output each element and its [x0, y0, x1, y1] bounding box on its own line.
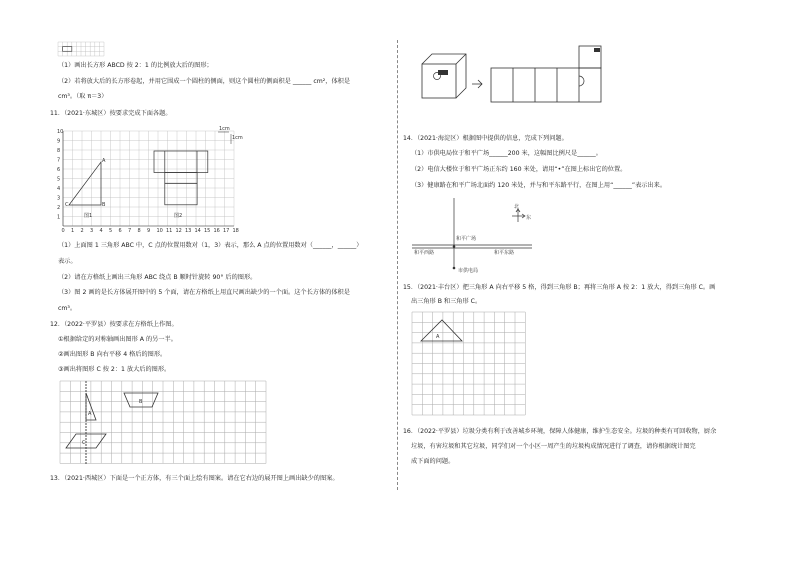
x-tick-label: 12 [175, 228, 182, 234]
y-tick-label: 6 [57, 167, 61, 173]
y-tick-label: 4 [57, 186, 61, 192]
x-tick-label: 3 [90, 228, 94, 234]
triangle-abc [69, 162, 101, 205]
q15-title: 15．（2021·丰台区）把三角形 A 向右平移 5 格，得到三角形 B；再将三角形 A 按 2：1 放大，得到三角形 C。画 [403, 284, 716, 291]
x-tick-label: 6 [118, 228, 122, 234]
point-c-label: C [65, 202, 69, 208]
map-east-road: 和平东路 [494, 250, 515, 256]
q12-title: 12．（2022·平罗县）按要求在方格纸上作图。 [50, 321, 178, 328]
x-tick-label: 9 [147, 228, 151, 234]
q11-part2: （2）请在方格纸上画出三角形 ABC 绕点 B 顺时针旋转 90° 后的图形。 [58, 274, 257, 281]
x-tick-label: 13 [185, 228, 192, 234]
x-tick-label: 0 [61, 228, 65, 234]
unit-label-top: 1cm [219, 126, 230, 132]
q14-map [408, 196, 558, 278]
q16-cont1: 垃圾，有害垃圾和其它垃圾，同学们对一个小区一周产生的垃圾构成情况进行了调查，请你根据统计图完 [411, 443, 696, 450]
fig1-label: 图1 [84, 213, 93, 219]
q14-part3: （3）健康路在和平广场北面约 120 米处，并与和平东路平行，在图上用“______”表示出来。 [411, 182, 667, 189]
q12-drawing-grid [60, 381, 266, 464]
shape-c-label: C [82, 440, 86, 446]
x-tick-label: 2 [80, 228, 84, 234]
y-tick-label: 7 [57, 157, 61, 164]
y-tick-label: 5 [57, 176, 61, 183]
x-tick-label: 15 [204, 228, 211, 234]
y-tick-label: 10 [57, 129, 64, 135]
x-tick-label: 16 [213, 228, 220, 234]
y-tick-label: 2 [57, 205, 61, 211]
q12-item1: ①根据给定的对称轴画出图形 A 的另一半。 [58, 336, 177, 343]
q11-part1: （1）上面图 1 三角形 ABC 中，C 点的位置用数对（1，3）表示，那么 A 点的位置用数对（______，______） [58, 242, 363, 249]
x-tick-label: 18 [232, 228, 239, 234]
fig2-label: 图2 [174, 213, 183, 219]
x-tick-label: 5 [109, 228, 113, 234]
q10-part2: （2）若将放大后的长方形卷起，并用它围成一个圆柱的侧面，则这个圆柱的侧面积是 ______ cm²，体积是 [58, 78, 351, 85]
q11-part3-cont: cm³。 [58, 305, 77, 312]
q11-title: 11．（2021·东城区）按要求完成下面各题。 [50, 110, 172, 117]
q14-title: 14．（2021·海淀区）根据图中提供的信息，完成下列问题。 [403, 135, 568, 142]
x-tick-label: 1 [71, 228, 75, 234]
q14-part1: （1）市供电局位于和平广场______200 米，这幅图比例尺是______。 [411, 150, 602, 157]
map-power-bureau: 市供电局 [458, 268, 479, 274]
y-tick-label: 1 [57, 214, 61, 221]
triangle-a-label: A [436, 334, 440, 340]
x-tick-label: 17 [223, 228, 230, 234]
q16-cont2: 成下面的问题。 [411, 458, 455, 465]
q15-grid [412, 312, 525, 416]
y-tick-label: 8 [57, 148, 61, 154]
y-tick-label: 9 [57, 138, 61, 145]
small-grid-figure [58, 42, 104, 56]
x-tick-label: 14 [194, 228, 201, 234]
map-north: 北 [514, 204, 520, 210]
cuboid-net [154, 151, 208, 205]
x-tick-label: 7 [128, 228, 132, 234]
x-tick-label: 10 [156, 228, 163, 234]
q11-part3: （3）图 2 画的是长方体展开图中的 5 个面，请在方格纸上用直尺画出缺少的一个面。这个长方体的体积是 [58, 289, 350, 296]
unit-label-side: 1cm [232, 135, 243, 141]
map-west-road: 和平西路 [414, 250, 435, 256]
q10-part2-cont: cm³。（取 π＝3） [58, 93, 108, 100]
q10-part1: （1）画出长方形 ABCD 按 2：1 的比例放大后的图形； [58, 62, 213, 69]
point-b-label: B [102, 202, 106, 208]
q14-part2: （2）电信大楼位于和平广场正东约 160 米处，请用“•”在图上标出它的位置。 [411, 166, 627, 173]
point-a-label: A [102, 158, 106, 164]
shape-a-label: A [88, 411, 92, 417]
q12-item2: ②画出图形 B 向右平移 4 格后的图形。 [58, 351, 167, 358]
column-divider [397, 40, 398, 490]
map-east: 东 [526, 215, 532, 221]
q11-coordinate-grid [56, 122, 246, 240]
y-tick-label: 3 [57, 195, 61, 202]
shape-b-label: B [139, 399, 143, 405]
cube-and-net [418, 44, 618, 104]
q13-title: 13．（2021·西城区）下面是一个正方体，有三个面上绘有图案。请在它右边的展开图上画出缺少的图案。 [50, 475, 339, 482]
x-tick-label: 4 [99, 228, 103, 234]
triangle-a [421, 320, 462, 341]
q12-item3: ③画出将图形 C 按 2：1 放大后的图形。 [58, 366, 171, 373]
x-tick-label: 8 [137, 228, 141, 234]
x-tick-label: 11 [166, 228, 173, 234]
q11-part1-cont: 表示。 [58, 258, 77, 265]
q15-cont: 出三角形 B 和三角形 C。 [411, 298, 482, 305]
map-square: 和平广场 [456, 236, 477, 242]
q16-title: 16．（2022·平罗县）垃圾分类有利于改善城乡环境，保障人体健康，维护生态安全。垃圾的种类有可回收物，厨余 [403, 428, 717, 435]
